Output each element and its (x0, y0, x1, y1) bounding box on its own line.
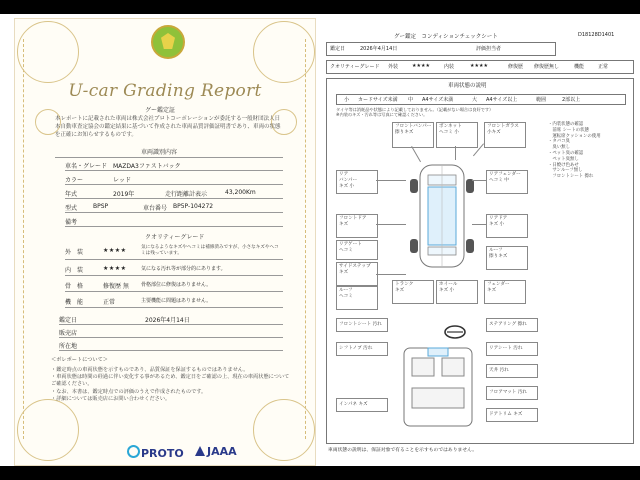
sheet-exterior-label: 外装 (388, 64, 399, 70)
interior-note-box: 天井 汚れ (486, 364, 538, 378)
damage-box: ルーフ 擦りキズ (486, 246, 528, 270)
function-value: 正常 (103, 299, 116, 306)
divider (65, 170, 283, 171)
damage-box: フロントドア キズ (336, 214, 378, 238)
legend-m-label: 中 (408, 97, 414, 103)
interior-note-box: インパネ キズ (336, 398, 388, 412)
grading-certificate (14, 18, 316, 466)
model-label: 型式 (65, 205, 78, 212)
connector-line (376, 274, 406, 275)
sheet-interior-label: 内装 (444, 64, 455, 70)
sheet-exterior-stars: ★★★★ (412, 63, 430, 69)
damage-box: リアゲート ヘコミ (336, 240, 378, 260)
bottom-black-bar (0, 466, 640, 480)
mileage-value: 43,200Km (225, 189, 256, 196)
proto-logo: PROTO (127, 445, 184, 460)
divider (65, 259, 283, 260)
decorative-vine (23, 39, 24, 439)
interior-note-box: シフトノブ 汚れ (336, 342, 388, 356)
decorative-vine (305, 39, 306, 439)
connector-line (376, 224, 406, 225)
inspection-side-notes: ・内装状態の確認 前席 シートの状態 運転席クッションの使用 ・タバコ臭 臭い無し ・ペット臭の確認 ペット臭無し ・日焼け色あせ サンルーフ無し フロントシート 擦れ (548, 122, 601, 180)
proto-mark-icon (127, 445, 140, 458)
vin-value: BP5P-104272 (173, 203, 214, 210)
legend-note: タイヤ等は消耗品や状態により記載しておりません。（記載がない場合は良好です） ※内装のキズ・汚れ等は写真にて確認ください。 (336, 107, 494, 117)
sheet-function-label: 機能 (574, 64, 585, 70)
legend-s-label: 小 (344, 97, 350, 103)
sheet-repair-label: 修復歴 (508, 64, 524, 70)
divider (55, 157, 283, 158)
legend-m-value: A4サイズ未満 (422, 97, 454, 103)
dealer-label: 販売店 (59, 330, 78, 337)
decorative-swirl (17, 21, 79, 83)
decorative-swirl (17, 399, 79, 461)
top-black-bar (0, 0, 640, 14)
appraisal-date-label: 鑑定日 (59, 317, 78, 324)
vin-label: 車台番号 (143, 205, 168, 212)
name-grade-label: 車名・グレード (65, 163, 108, 170)
condition-check-sheet (322, 18, 636, 464)
location-label: 所在地 (59, 343, 78, 350)
interior-label: 内 装 (65, 267, 84, 274)
divider (59, 337, 283, 338)
divider (65, 275, 283, 276)
interior-note-box: ドアトリム キズ (486, 408, 538, 422)
remarks-label: 備考 (65, 219, 78, 226)
sheet-date-value: 2026年4月14日 (360, 46, 398, 52)
divider (65, 226, 283, 227)
legend-l-label: 大 (472, 97, 478, 103)
damage-box: フェンダー キズ (484, 280, 526, 304)
legend-l-value: A4サイズ以上 (486, 97, 518, 103)
interior-description: 気になる汚れ等が部分的にあります。 (141, 266, 226, 272)
steering-wheel-icon (444, 324, 466, 340)
damage-box: フロントガラス 小キズ (484, 122, 526, 148)
sheet-footer-note: 車両状態の説明は、保証対象で有ることを示すものではありません。 (328, 448, 477, 453)
divider (59, 350, 283, 351)
legend-s-value: カードサイズ未満 (358, 97, 398, 103)
certificate-intro: 本レポートに記載された車両は株式会社プロトコーポレーションが委託する一般財団法人日本自動車査定協会の鑑定結果に基づいて作成された車両品質評価証明書であり、車両の状態を正確にお知らせするものです。 (55, 116, 281, 138)
damage-box: フロントバンパー 擦りキズ (392, 122, 434, 148)
connector-line (376, 180, 406, 181)
interior-note-box: フロアマット 汚れ (486, 386, 538, 400)
year-value: 2019年 (113, 191, 135, 198)
sheet-repair-value: 修復歴無し (534, 64, 560, 70)
jaaa-mark-icon (195, 446, 205, 456)
appraisal-date-value: 2026年4月14日 (145, 317, 190, 324)
condition-title: 車両状態の説明 (448, 83, 487, 89)
interior-stars: ★★★★ (103, 265, 127, 272)
damage-box: ルーフ ヘコミ (336, 286, 378, 310)
document-id: D18128D1401 (578, 32, 615, 38)
interior-note-box: リアシート 汚れ (486, 342, 538, 356)
certificate-notes: ・鑑定時点の車両状態を示すものであり、品質保証を保証するものではありません。 ・車両状態は時間の経過に伴い変化する事があるため、鑑定日をご確認の上、現在の車両状態についてご確認ください。 ・なお、本書は、鑑定時点での評価のうえで作成されたものです。 ・詳細については販売店にお問い合わせください。 (51, 367, 290, 402)
function-label: 機 能 (65, 299, 84, 306)
damage-box: リアドア キズ 小 (486, 214, 528, 238)
exterior-label: 外 装 (65, 249, 84, 256)
color-label: カラー (65, 177, 84, 184)
section-title: 車両識別内容 (141, 149, 178, 156)
sheet-date-label: 鑑定日 (330, 46, 346, 52)
damage-box: トランク キズ (392, 280, 434, 304)
damage-box: サイドステップ キズ (336, 262, 378, 286)
car-top-view-diagram (398, 157, 486, 275)
divider (65, 307, 283, 308)
divider (59, 324, 283, 325)
frame-description: 骨格部位に修復はありません。 (141, 282, 212, 288)
goo-shield-logo-icon (151, 25, 185, 59)
divider (65, 212, 283, 213)
legend-range-label: 範囲 (536, 97, 547, 103)
exterior-stars: ★★★★ (103, 247, 127, 254)
divider (65, 291, 283, 292)
exterior-description: 気になるようなキズやヘコミは補修済みですが、小さなキズやヘコミは残っています。 (141, 245, 279, 256)
connector-line (472, 224, 486, 225)
interior-note-box: フロントシート 汚れ (336, 318, 388, 332)
decorative-swirl (253, 399, 315, 461)
decorative-swirl (253, 21, 315, 83)
certificate-title: U-car Grading Report (68, 81, 262, 101)
model-value: BPSP (93, 203, 109, 210)
inspector-label: 評価担当者 (476, 46, 502, 52)
damage-box: リア バンパー キズ 小 (336, 170, 378, 194)
sheet-interior-stars: ★★★★ (470, 63, 488, 69)
certificate-subtitle: グー鑑定証 (145, 107, 176, 114)
year-label: 年式 (65, 191, 78, 198)
mileage-label: 走行距離計表示 (165, 191, 208, 198)
connector-line (455, 146, 456, 160)
quality-grade-title: クオリティーグレード (145, 234, 205, 241)
damage-box: ホイール キズ 小 (436, 280, 478, 304)
legend-range-value: 2部以上 (562, 97, 581, 103)
divider (65, 184, 283, 185)
notes-title: ＜ボレポートについて＞ (51, 357, 108, 363)
color-value: レッド (113, 177, 131, 184)
damage-box: ボンネット ヘコミ 小 (436, 122, 478, 148)
jaaa-logo: JAAA (195, 445, 237, 458)
frame-value: 修復歴 無 (103, 283, 129, 290)
frame-label: 骨 格 (65, 283, 84, 290)
sheet-function-value: 正常 (598, 64, 609, 70)
interior-note-box: ステアリング 擦れ (486, 318, 538, 332)
function-description: 主要機能に問題はありません。 (141, 298, 212, 304)
damage-box: リアフェンダー ヘコミ 中 (486, 170, 528, 194)
sheet-quality-label: クオリティーグレード (330, 64, 380, 70)
interior-diagram (398, 342, 478, 432)
name-grade-value: MAZDA3ファストバック (113, 163, 181, 170)
sheet-title: グー鑑定 コンディションチェックシート (394, 34, 498, 40)
connector-line (472, 180, 486, 181)
divider (65, 198, 283, 199)
